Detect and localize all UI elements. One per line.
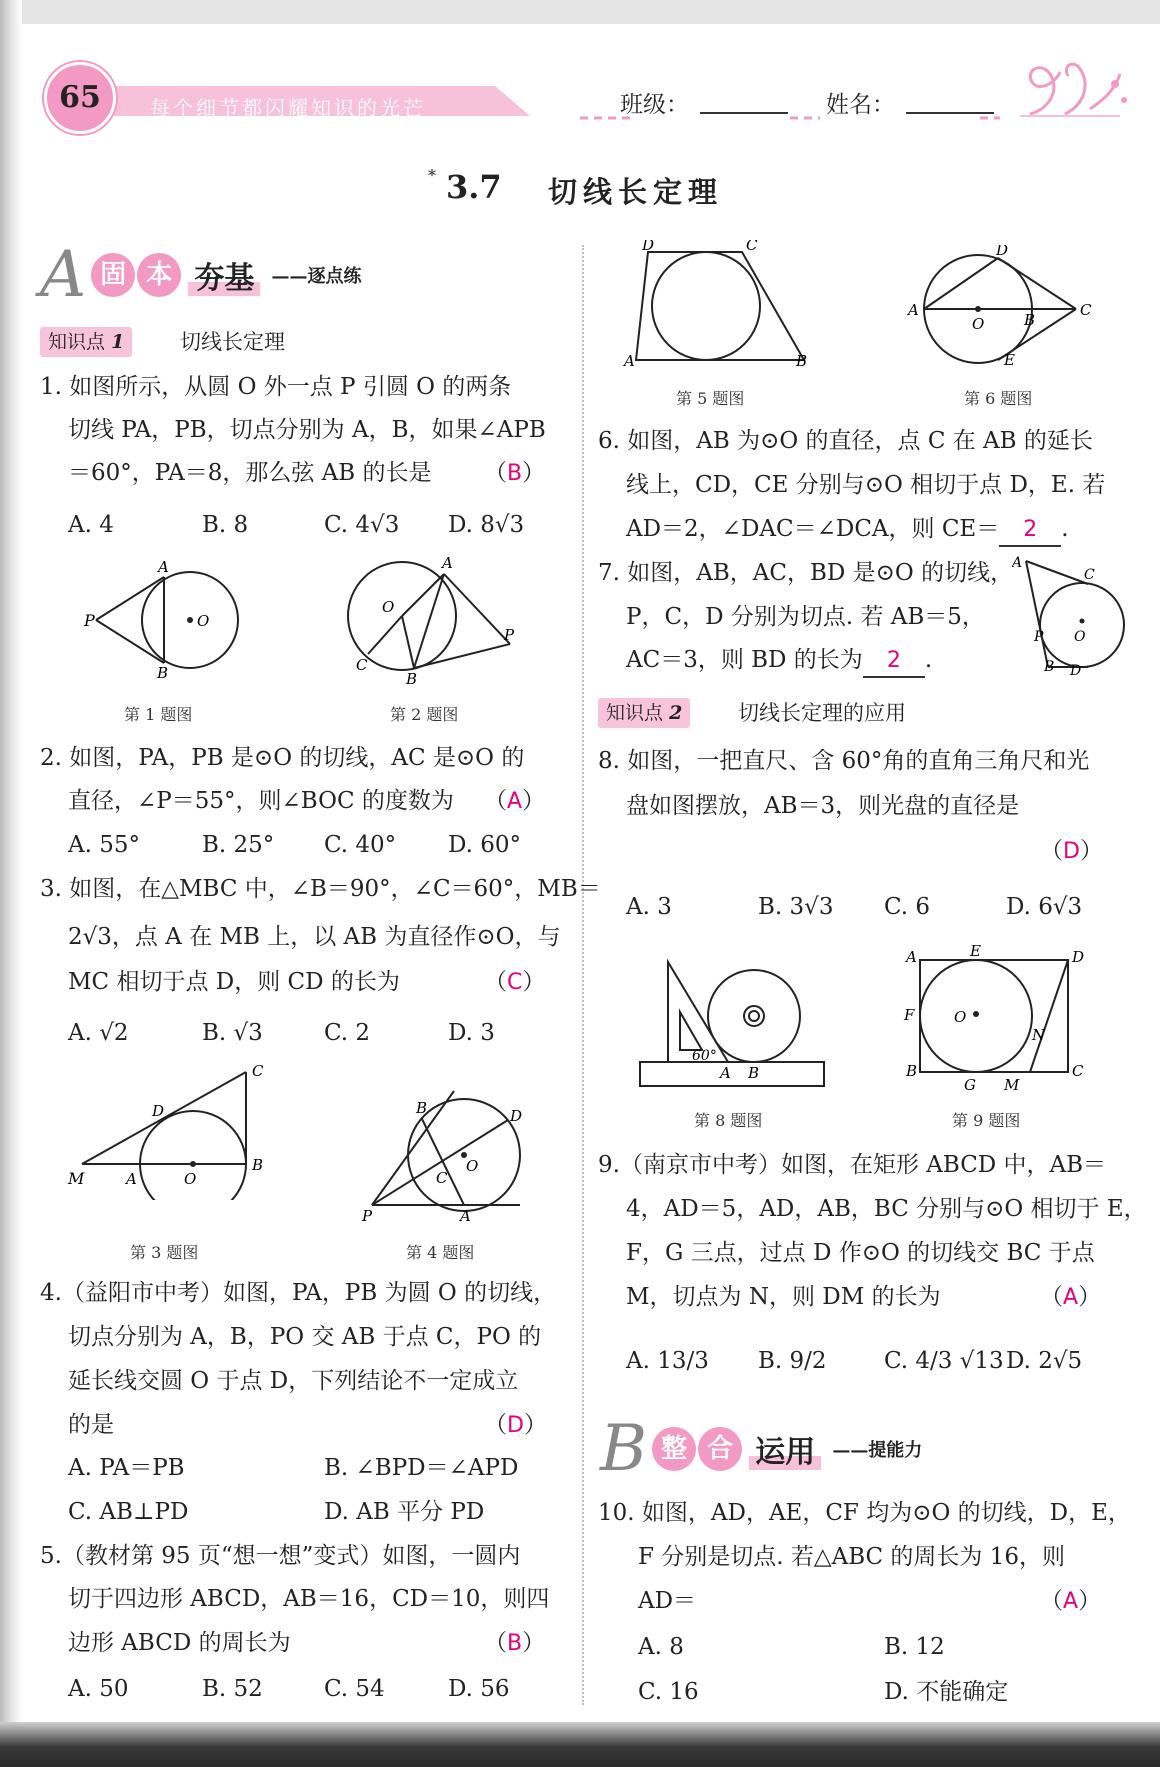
q5-option-a: A. 50 xyxy=(68,1676,129,1702)
svg-text:D: D xyxy=(642,240,655,254)
q3-option-b: B. √3 xyxy=(202,1020,263,1046)
svg-text:B: B xyxy=(796,352,808,370)
svg-text:A: A xyxy=(442,554,453,572)
svg-text:O: O xyxy=(382,598,395,616)
svg-text:C: C xyxy=(356,656,368,674)
q9-option-d: D. 2√5 xyxy=(1006,1348,1083,1374)
q1-answer: B xyxy=(507,461,523,486)
figure-9 xyxy=(900,940,1100,1090)
section-b-badge-2: 合 xyxy=(698,1427,742,1471)
q8-line-2: 盘如图摆放，AB＝3，则光盘的直径是 xyxy=(626,793,1020,819)
q3-line-2: 2√3，点 A 在 MB 上，以 AB 为直径作⊙O，与 xyxy=(68,924,561,950)
svg-text:D: D xyxy=(996,245,1009,259)
figure-9-caption: 第 9 题图 xyxy=(952,1111,1021,1130)
q4-option-a: A. PA＝PB xyxy=(68,1455,185,1481)
q2-line-1: 2. 如图，PA，PB 是⊙O 的切线，AC 是⊙O 的 xyxy=(40,745,525,771)
section-b-header xyxy=(600,1412,923,1486)
page-number: 65 xyxy=(59,80,101,115)
svg-text:C: C xyxy=(1072,1062,1084,1080)
figure-8 xyxy=(630,950,840,1090)
svg-text:P: P xyxy=(84,611,95,630)
kp1-tag: 知识点 1 xyxy=(40,327,132,357)
figure-6-caption: 第 6 题图 xyxy=(964,389,1033,408)
section-a-text: 夯基 xyxy=(188,261,260,296)
q9-line-3: F，G 三点，过点 D 作⊙O 的切线交 BC 于点 xyxy=(626,1240,1095,1266)
svg-text:N: N xyxy=(1032,1026,1046,1044)
q5-option-c: C. 54 xyxy=(324,1676,385,1702)
q1-line-2: 切线 PA，PB，切点分别为 A，B，如果∠APB xyxy=(68,417,546,443)
svg-text:D: D xyxy=(152,1102,165,1120)
svg-text:A: A xyxy=(908,301,919,319)
page-frame-left xyxy=(0,0,22,1767)
section-a-letter: A xyxy=(40,238,87,312)
q6-line-3: AD＝2，∠DAC＝∠DCA，则 CE＝ 2 . xyxy=(626,514,1069,547)
svg-text:O: O xyxy=(1074,629,1086,645)
q4-line-3: 延长线交圆 O 于点 D，下列结论不一定成立 xyxy=(68,1368,519,1394)
svg-text:B: B xyxy=(1044,659,1055,675)
q5-answer: B xyxy=(507,1631,523,1656)
q6-line-1: 6. 如图，AB 为⊙O 的直径，点 C 在 AB 的延长 xyxy=(598,428,1093,454)
q4-option-b: B. ∠BPD＝∠APD xyxy=(324,1455,519,1481)
q4-answer-bracket: （D） xyxy=(484,1412,547,1438)
svg-text:O: O xyxy=(972,315,985,333)
class-label: 班级： xyxy=(620,92,689,118)
svg-text:P: P xyxy=(362,1207,373,1225)
page-frame-bottom xyxy=(0,1722,1160,1767)
figure-3 xyxy=(66,1060,276,1200)
q8-option-b: B. 3√3 xyxy=(758,894,834,920)
q9-option-b: B. 9/2 xyxy=(758,1348,827,1374)
figure-5 xyxy=(620,240,820,380)
q3-answer: C xyxy=(507,970,523,995)
svg-text:C: C xyxy=(436,1169,448,1187)
page-number-badge xyxy=(44,62,116,134)
svg-text:E: E xyxy=(970,942,981,960)
q8-answer: D xyxy=(1063,839,1080,864)
q8-line-1: 8. 如图，一把直尺、含 60°角的直角三角尺和光 xyxy=(598,748,1090,774)
section-b-text: 运用 xyxy=(749,1435,821,1470)
q1-line-3: ＝60°，PA＝8，那么弦 AB 的长是 xyxy=(68,460,432,486)
figure-5-caption: 第 5 题图 xyxy=(676,389,745,408)
q9-line-1: 9.（南京市中考）如图，在矩形 ABCD 中，AB＝ xyxy=(598,1152,1107,1178)
svg-text:O: O xyxy=(184,1170,197,1188)
page-title: 切线长定理 xyxy=(548,175,724,209)
q2-answer: A xyxy=(507,789,523,814)
q4-line-4: 的是 xyxy=(68,1412,114,1438)
section-number: 3.7 xyxy=(446,168,502,206)
q7-line-2: P，C，D 分别为切点. 若 AB＝5， xyxy=(626,604,985,630)
q5-option-b: B. 52 xyxy=(202,1676,263,1702)
figure-4-caption: 第 4 题图 xyxy=(406,1243,475,1262)
q5-option-d: D. 56 xyxy=(448,1676,510,1702)
figure-1-caption: 第 1 题图 xyxy=(124,705,193,724)
svg-text:A: A xyxy=(126,1170,137,1188)
q6-line-2: 线上，CD，CE 分别与⊙O 相切于点 D，E. 若 xyxy=(626,472,1106,498)
q10-line-3: AD＝ xyxy=(638,1588,697,1614)
q5-line-1: 5.（教材第 95 页“想一想”变式）如图，一圆内 xyxy=(40,1543,521,1569)
q6-answer: 2 xyxy=(1023,517,1038,542)
q2-answer-bracket: （A） xyxy=(484,788,546,814)
svg-text:D: D xyxy=(1072,948,1085,966)
q10-option-b: B. 12 xyxy=(884,1634,945,1660)
q3-option-c: C. 2 xyxy=(324,1020,371,1046)
q2-option-a: A. 55° xyxy=(68,832,140,858)
section-a-sub: ——逐点练 xyxy=(271,266,362,287)
svg-text:E: E xyxy=(1004,351,1015,369)
figure-6 xyxy=(900,245,1100,370)
q10-answer-bracket: （A） xyxy=(1040,1588,1102,1614)
q8-option-d: D. 6√3 xyxy=(1006,894,1083,920)
svg-text:F: F xyxy=(904,1006,915,1024)
q7-line-1: 7. 如图，AB，AC，BD 是⊙O 的切线， xyxy=(598,560,1014,586)
q2-option-d: D. 60° xyxy=(448,832,522,858)
svg-text:A: A xyxy=(1012,555,1023,571)
section-a-badge-1: 固 xyxy=(91,253,135,297)
q4-line-2: 切点分别为 A，B，PO 交 AB 于点 C，PO 的 xyxy=(68,1324,542,1350)
figure-2 xyxy=(340,550,530,690)
svg-text:P: P xyxy=(1034,629,1044,645)
kp1-title: 切线长定理 xyxy=(180,330,285,354)
svg-text:B: B xyxy=(406,670,418,688)
section-a-header xyxy=(40,238,362,312)
q9-option-c: C. 4/3 √13 xyxy=(884,1348,1004,1374)
figure-8-caption: 第 8 题图 xyxy=(694,1111,763,1130)
q3-option-a: A. √2 xyxy=(68,1020,129,1046)
svg-text:P: P xyxy=(504,626,515,644)
q9-line-2: 4，AD＝5，AD，AB，BC 分别与⊙O 相切于 E， xyxy=(626,1196,1147,1222)
q2-line-2: 直径，∠P＝55°，则∠BOC 的度数为 xyxy=(68,788,454,814)
q2-option-c: C. 40° xyxy=(324,832,397,858)
svg-text:M: M xyxy=(1004,1076,1020,1090)
kp2-tag: 知识点 2 xyxy=(598,698,690,728)
svg-text:C: C xyxy=(252,1062,264,1080)
q10-line-2: F 分别是切点. 若△ABC 的周长为 16，则 xyxy=(638,1544,1066,1570)
figure-2-caption: 第 2 题图 xyxy=(390,705,459,724)
svg-text:G: G xyxy=(964,1076,976,1090)
q1-option-b: B. 8 xyxy=(202,512,249,538)
svg-text:B: B xyxy=(416,1099,428,1117)
q4-option-d: D. AB 平分 PD xyxy=(324,1499,485,1525)
q4-answer: D xyxy=(507,1413,524,1438)
svg-text:B: B xyxy=(906,1062,918,1080)
q5-line-3: 边形 ABCD 的周长为 xyxy=(68,1630,291,1656)
figure-3-caption: 第 3 题图 xyxy=(130,1243,199,1262)
figure-4 xyxy=(360,1085,540,1225)
svg-text:C: C xyxy=(746,240,758,254)
q5-line-2: 切于四边形 ABCD，AB＝16，CD＝10，则四 xyxy=(68,1586,550,1612)
q9-answer: A xyxy=(1063,1285,1079,1310)
svg-text:D: D xyxy=(510,1107,523,1125)
q10-option-d: D. 不能确定 xyxy=(884,1679,1009,1705)
svg-text:C: C xyxy=(1084,567,1095,583)
q10-line-1: 10. 如图，AD，AE，CF 均为⊙O 的切线，D，E， xyxy=(598,1500,1131,1526)
svg-text:A: A xyxy=(460,1207,471,1225)
q9-option-a: A. 13/3 xyxy=(626,1348,709,1374)
q7-line-3: AC＝3，则 BD 的长为 2 . xyxy=(626,645,932,678)
svg-text:O: O xyxy=(197,612,210,630)
name-label: 姓名： xyxy=(826,92,895,118)
kp2-title: 切线长定理的应用 xyxy=(738,701,906,725)
svg-text:A: A xyxy=(158,560,169,576)
flourish-ornament-icon xyxy=(1020,54,1130,124)
section-a-badge-2: 本 xyxy=(137,253,181,297)
svg-text:60°: 60° xyxy=(692,1048,717,1064)
q8-option-c: C. 6 xyxy=(884,894,931,920)
q9-line-4: M，切点为 N，则 DM 的长为 xyxy=(626,1284,941,1310)
column-divider xyxy=(582,245,584,1705)
svg-text:M: M xyxy=(68,1169,85,1188)
q4-option-c: C. AB⊥PD xyxy=(68,1499,189,1525)
q9-answer-bracket: （A） xyxy=(1040,1284,1102,1310)
svg-text:A: A xyxy=(906,948,917,966)
dashed-rule xyxy=(540,104,1000,124)
q10-option-a: A. 8 xyxy=(638,1634,684,1660)
q8-option-a: A. 3 xyxy=(626,894,672,920)
q1-option-c: C. 4√3 xyxy=(324,512,400,538)
title-star: * xyxy=(428,166,436,185)
figure-1 xyxy=(80,560,260,680)
page-frame-top xyxy=(0,0,1160,24)
q10-option-c: C. 16 xyxy=(638,1679,699,1705)
svg-text:B: B xyxy=(748,1064,760,1082)
figure-7 xyxy=(1012,555,1132,680)
q3-line-3: MC 相切于点 D，则 CD 的长为 xyxy=(68,969,400,995)
q2-option-b: B. 25° xyxy=(202,832,275,858)
section-b-letter: B xyxy=(600,1412,648,1486)
q1-line-1: 1. 如图所示，从圆 O 外一点 P 引圆 O 的两条 xyxy=(40,374,512,400)
q5-answer-bracket: （B） xyxy=(484,1630,546,1656)
svg-text:B: B xyxy=(252,1156,264,1174)
q3-answer-bracket: （C） xyxy=(484,969,546,995)
svg-text:D: D xyxy=(1070,663,1082,679)
svg-text:O: O xyxy=(466,1157,479,1175)
q4-line-1: 4.（益阳市中考）如图，PA，PB 为圆 O 的切线， xyxy=(40,1280,557,1306)
q3-option-d: D. 3 xyxy=(448,1020,495,1046)
q1-answer-bracket: （B） xyxy=(484,460,546,486)
slogan: 每个细节都闪耀知识的光芒 xyxy=(150,96,426,120)
svg-text:A: A xyxy=(720,1064,731,1082)
svg-text:A: A xyxy=(624,352,635,370)
q10-answer: A xyxy=(1063,1589,1079,1614)
q1-option-d: D. 8√3 xyxy=(448,512,525,538)
svg-text:B: B xyxy=(157,664,169,680)
svg-text:C: C xyxy=(1080,301,1092,319)
q7-answer: 2 xyxy=(886,648,901,673)
svg-text:B: B xyxy=(1024,311,1036,329)
q3-line-1: 3. 如图，在△MBC 中，∠B＝90°，∠C＝60°，MB＝ xyxy=(40,876,601,902)
section-b-badge-1: 整 xyxy=(652,1427,696,1471)
section-b-sub: ——提能力 xyxy=(832,1440,923,1461)
q1-option-a: A. 4 xyxy=(68,512,114,538)
svg-text:O: O xyxy=(954,1008,967,1026)
q8-answer-bracket: （D） xyxy=(1040,838,1103,864)
